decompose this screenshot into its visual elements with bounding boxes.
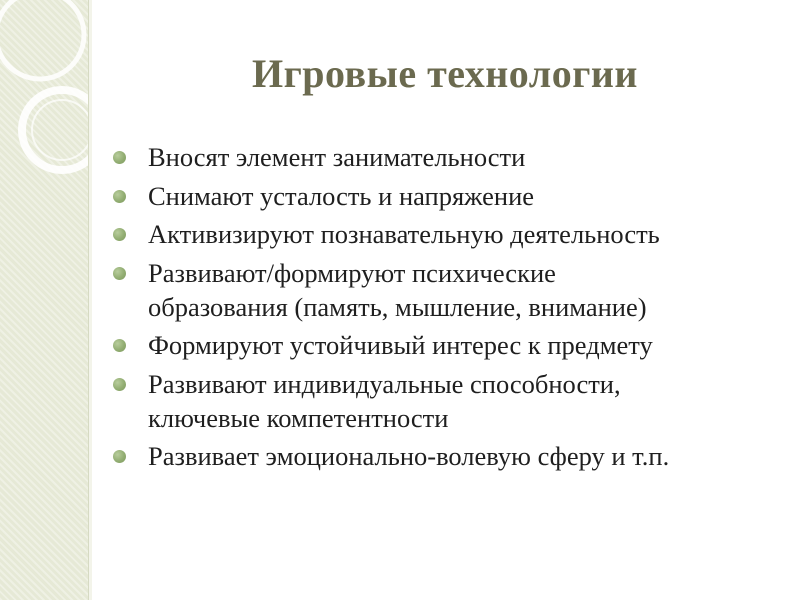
bullet-text: Развивают индивидуальные способности, xyxy=(148,368,621,399)
bullet-item xyxy=(110,217,780,251)
bullet-text-continued: образования (память, мышление, внимание) xyxy=(148,291,647,322)
bullet-item xyxy=(110,179,780,213)
bullet-text-continued: ключевые компетентности xyxy=(148,402,449,433)
bullet-list xyxy=(110,140,780,478)
bullet-text: Вносят элемент занимательности xyxy=(148,142,526,172)
bullet-dot-icon xyxy=(113,228,126,241)
bullet-dot-icon xyxy=(113,267,126,280)
bullet-dot-icon xyxy=(113,339,126,352)
bullet-text: Развивают/формируют психические xyxy=(148,257,556,288)
bullet-item xyxy=(110,439,780,473)
bullet-dot-icon xyxy=(113,378,126,391)
bullet-text: Развивает эмоционально-волевую сферу и т.п. xyxy=(148,441,670,471)
bullet-text: Активизируют познавательную деятельность xyxy=(148,219,660,249)
slide-title: Игровые технологии xyxy=(252,51,638,96)
bullet-item xyxy=(110,328,780,362)
bullet-dot-icon xyxy=(113,450,126,463)
bullet-dot-icon xyxy=(113,151,126,164)
bullet-dot-icon xyxy=(113,190,126,203)
bullet-item xyxy=(110,367,780,435)
decorative-rings xyxy=(0,0,88,260)
bullet-item xyxy=(110,256,780,324)
bullet-item xyxy=(110,140,780,174)
bullet-text: Формируют устойчивый интерес к предмету xyxy=(148,330,653,360)
bullet-text: Снимают усталость и напряжение xyxy=(148,180,535,211)
decorative-side-band xyxy=(0,0,88,600)
